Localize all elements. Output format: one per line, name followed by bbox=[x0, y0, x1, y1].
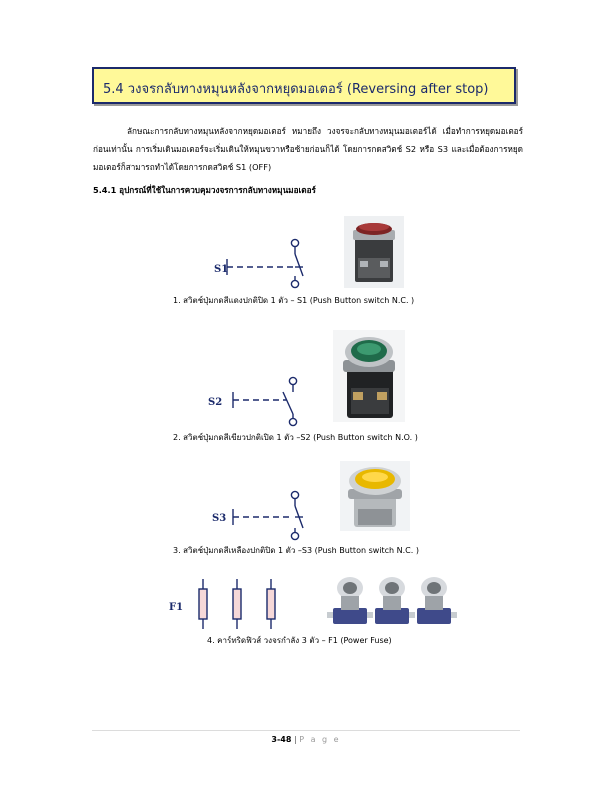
page-word: P a g e bbox=[299, 735, 341, 744]
caption-2: 2. สวิตช์ปุ่มกดสีเขียวปกติเปิด 1 ตัว –S2 (Push Button switch N.O. ) bbox=[173, 433, 418, 442]
page-footer bbox=[0, 735, 612, 744]
subheading: 5.4.1 อุปกรณ์ที่ใช้ในการควบคุมวงจรการกลับทางหมุนมอเตอร์ bbox=[93, 185, 316, 195]
s3-label: S3 bbox=[212, 513, 227, 524]
page-number: 3-48 bbox=[271, 735, 292, 744]
cartridge-fuse-photo bbox=[323, 574, 458, 628]
caption-4: 4. คาร์ทริดฟิวส์ วงจรกำลัง 3 ตัว – F1 (Power Fuse) bbox=[207, 636, 392, 645]
footer-rule bbox=[92, 730, 520, 731]
s2-switch-symbol bbox=[205, 370, 325, 432]
caption-1: 1. สวิตช์ปุ่มกดสีแดงปกติปิด 1 ตัว – S1 (Push Button switch N.C. ) bbox=[173, 296, 415, 305]
s1-switch-symbol bbox=[205, 232, 325, 294]
s2-label: S2 bbox=[208, 397, 223, 408]
f1-fuse-symbol bbox=[165, 577, 295, 631]
section-title-box bbox=[92, 67, 516, 104]
intro-paragraph: ลักษณะการกลับทางหมุนหลังจากหยุดมอเตอร์ หมายถึง วงจรจะกลับทางหมุนมอเตอร์ได้ เมื่อทำการหยุดมอเตอร์ก่อนเท่านั้น การเริ่มเดินมอเตอร์จะเริ่มเดินให้หมุนขวาหรือซ้ายก่อนก็ได้ โดยการกดสวิตช์ S2 หรือ S3 และเมื่อต้องการหยุดมอเตอร์ก็สามารถทำได้โดยการกดสวิตช์ S1 (OFF) bbox=[93, 126, 523, 172]
caption-3: 3. สวิตช์ปุ่มกดสีเหลืองปกติปิด 1 ตัว –S3 (Push Button switch N.C. ) bbox=[173, 546, 419, 555]
yellow-push-button-photo bbox=[340, 461, 410, 531]
footer-separator: | bbox=[293, 735, 297, 744]
green-push-button-photo bbox=[333, 330, 405, 422]
s1-label: S1 bbox=[214, 264, 229, 275]
f1-label: F1 bbox=[169, 602, 184, 613]
s3-switch-symbol bbox=[205, 484, 325, 546]
red-push-button-photo bbox=[344, 216, 404, 288]
section-title: 5.4 วงจรกลับทางหมุนหลังจากหยุดมอเตอร์ (Reversing after stop) bbox=[103, 82, 489, 97]
